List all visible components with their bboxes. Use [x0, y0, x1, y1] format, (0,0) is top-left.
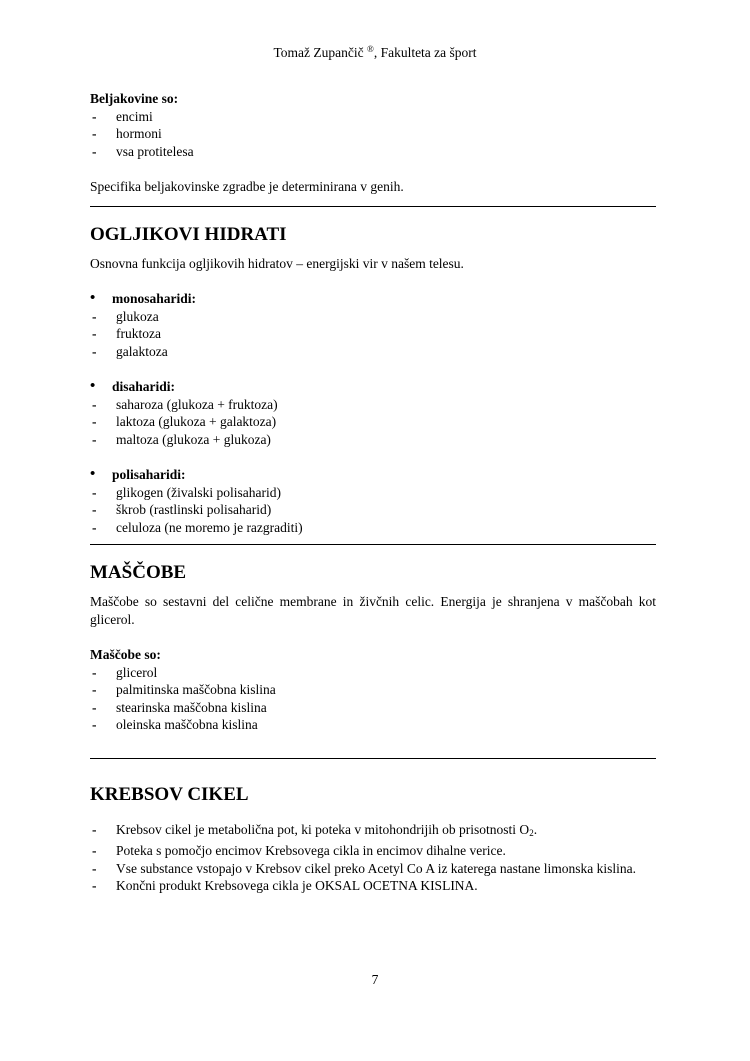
fats-title: MAŠČOBE — [90, 562, 187, 583]
krebs-item1-subscript: 2 — [529, 827, 534, 838]
krebs-title: KREBSOV CIKEL — [90, 783, 249, 805]
list-item: - celuloza (ne moremo je razgraditi) — [90, 519, 656, 537]
registered-mark: ® — [366, 44, 374, 54]
list-item: - saharoza (glukoza + fruktoza) — [90, 396, 656, 414]
list-item: - Poteka s pomočjo encimov Krebsovega cikla in encimov dihalne verice. — [90, 842, 656, 860]
carbs-intro: Osnovna funkcija ogljikovih hidratov – energijski vir v našem telesu. — [90, 255, 464, 271]
list-item: - laktoza (glukoza + galaktoza) — [90, 413, 656, 431]
carbs-title: OGLJIKOVI HIDRATI — [90, 223, 287, 245]
list-item: - stearinska maščobna kislina — [90, 699, 656, 717]
carbs-group-list — [90, 484, 656, 537]
proteins-list — [90, 108, 656, 161]
list-item: - oleinska maščobna kislina — [90, 716, 656, 734]
list-item — [90, 821, 656, 843]
page-header — [0, 44, 750, 61]
krebs-item1-end: . — [533, 821, 538, 837]
list-item: - škrob (rastlinski polisaharid) — [90, 501, 656, 519]
header-institution: , Fakulteta za šport — [373, 45, 477, 60]
list-item: - encimi — [90, 108, 656, 126]
list-item: - glukoza — [90, 308, 656, 326]
list-item: - Vse substance vstopajo v Krebsov cikel preko Acetyl Co A iz katerega nastane limonska kislina. — [90, 860, 656, 878]
carbs-group-heading: • monosaharidi: — [90, 290, 656, 308]
proteins-heading: Beljakovine so: — [90, 91, 179, 106]
krebs-item1-text: Krebsov cikel je metabolična pot, ki poteka v mitohondrijih ob prisotnosti O — [116, 821, 530, 837]
list-item: - glicerol — [90, 664, 656, 682]
list-item: - vsa protitelesa — [90, 143, 656, 161]
list-item: - palmitinska maščobna kislina — [90, 681, 656, 699]
header-author: Tomaž Zupančič — [273, 45, 364, 60]
fats-heading: Maščobe so: — [90, 647, 161, 662]
list-item: - maltoza (glukoza + glukoza) — [90, 431, 656, 449]
list-item: - galaktoza — [90, 343, 656, 361]
carbs-group-list — [90, 308, 656, 361]
krebs-list — [90, 821, 656, 895]
carbs-group-heading: • polisaharidi: — [90, 466, 656, 484]
list-item: - fruktoza — [90, 325, 656, 343]
carbs-group-list — [90, 396, 656, 449]
list-item: - hormoni — [90, 125, 656, 143]
fats-intro: Maščobe so sestavni del celične membrane in živčnih celic. Energija je shranjena v maščobah kot glicerol. — [90, 594, 656, 627]
fats-list — [90, 664, 656, 734]
proteins-note: Specifika beljakovinske zgradbe je determinirana v genih. — [90, 179, 404, 194]
list-item: - Končni produkt Krebsovega cikla je OKSAL OCETNA KISLINA. — [90, 877, 656, 895]
list-item: - glikogen (živalski polisaharid) — [90, 484, 656, 502]
page-number: 7 — [371, 972, 379, 987]
carbs-group-heading: • disaharidi: — [90, 378, 656, 396]
page-content — [90, 90, 656, 895]
